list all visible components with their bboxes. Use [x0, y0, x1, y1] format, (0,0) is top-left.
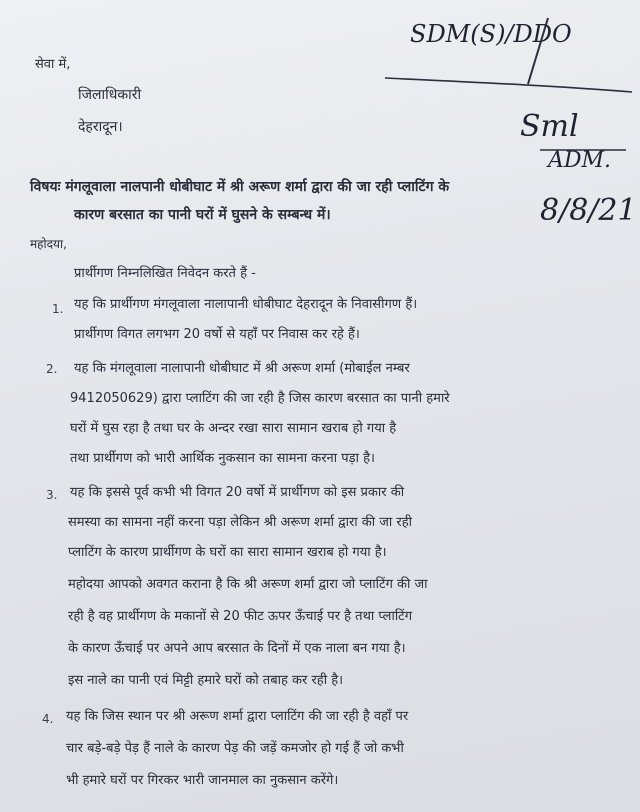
point-number: 1. [52, 302, 64, 316]
salutation-to: सेवा में, [35, 57, 71, 72]
intro-line: प्रार्थीगण निम्नलिखित निवेदन करते हैं - [74, 266, 256, 281]
recipient-city: देहरादून। [78, 119, 123, 135]
point-line: इस नाले का पानी एवं मिट्टी हमारे घरों को तबाह कर रही है। [68, 673, 344, 688]
recipient: जिलाधिकारी [78, 87, 142, 103]
point-line: महोदया आपको अवगत कराना है कि श्री अरूण शर्मा द्वारा जो प्लाटिंग की जा [68, 577, 428, 592]
point-line: यह कि इससे पूर्व कभी भी विगत 20 वर्षो में प्रार्थीगण को इस प्रकार की [70, 485, 405, 500]
point-number: 2. [46, 362, 58, 376]
handwritten-routing-note: SDM(S)/DDO [410, 20, 572, 48]
subject-line-1: विषयः मंगलूवाला नालपानी धोबीघाट में श्री अरूण शर्मा द्वारा की जा रही प्लाटिंग के [30, 179, 450, 195]
point-line: रही है वह प्रार्थीगण के मकानों से 20 फीट ऊपर ऊँचाई पर है तथा प्लाटिंग [68, 609, 413, 624]
point-line: भी हमारे घरों पर गिरकर भारी जानमाल का नुकसान करेंगे। [66, 773, 339, 788]
handwritten-date: 8/8/21 [540, 193, 637, 228]
point-line: प्लाटिंग के कारण प्रार्थीगण के घरों का सारा सामान खराब हो गया है। [68, 545, 387, 560]
point-line: चार बड़े-बड़े पेड़ हैं नाले के कारण पेड़ की जड़ें कमजोर हो गई हैं जो कभी [66, 741, 404, 756]
handwritten-designation: ADM. [548, 148, 612, 173]
point-line: यह कि प्रार्थीगण मंगलूवाला नालापानी धोबीघाट देहरादून के निवासीगण हैं। [74, 297, 418, 312]
point-line: यह कि मंगलूवाला नालापानी धोबीघाट में श्री अरूण शर्मा (मोबाईल नम्बर [74, 361, 410, 376]
handwritten-signature: Sml [520, 109, 579, 144]
subject-line-2: कारण बरसात का पानी घरों में घुसने के सम्बन्ध में। [74, 207, 331, 223]
point-number: 3. [46, 488, 58, 502]
point-line: के कारण ऊँचाई पर अपने आप बरसात के दिनों में एक नाला बन गया है। [68, 641, 406, 656]
point-line: प्रार्थीगण विगत लगभग 20 वर्षो से यहाँ पर निवास कर रहे हैं। [74, 327, 360, 342]
point-line: यह कि जिस स्थान पर श्री अरूण शर्मा द्वारा प्लाटिंग की जा रही है वहाँ पर [66, 709, 409, 724]
point-line: 9412050629) द्वारा प्लाटिंग की जा रही है जिस कारण बरसात का पानी हमारे [70, 391, 450, 406]
point-number: 4. [42, 712, 54, 726]
point-line: घरों में घुस रहा है तथा घर के अन्दर रखा सारा सामान खराब हो गया है [70, 421, 397, 436]
greeting: महोदया, [30, 237, 67, 251]
point-line: तथा प्रार्थीगण को भारी आर्थिक नुकसान का सामना करना पड़ा है। [70, 451, 375, 466]
point-line: समस्या का सामना नहीं करना पड़ा लेकिन श्री अरूण शर्मा द्वारा की जा रही [68, 515, 413, 530]
